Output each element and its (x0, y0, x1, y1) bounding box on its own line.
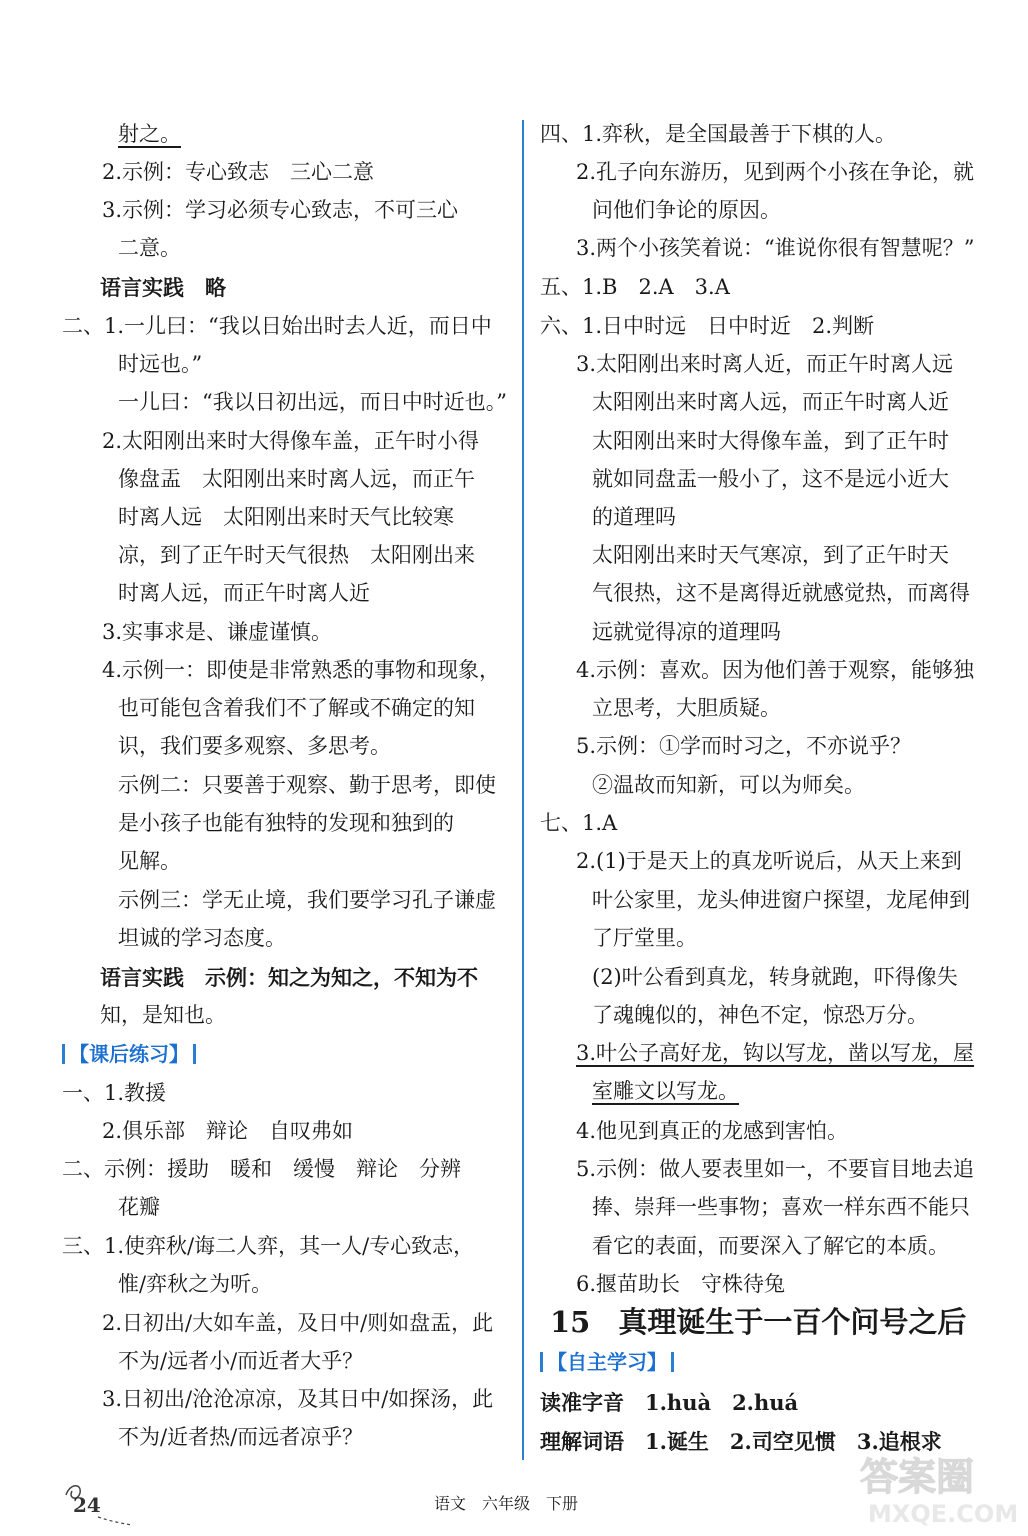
left_column-text-line: 2.日初出/大如车盖，及日中/则如盘盂，此 (102, 1311, 494, 1335)
right_column-text-line: 六、1.日中时远 日中时近 2.判断 (540, 314, 875, 338)
svg-text:MXQE.COM: MXQE.COM (868, 1500, 1019, 1528)
left_column-text-line: 花瓣 (118, 1195, 160, 1219)
book-info: 语文 六年级 下册 (434, 1494, 579, 1513)
right_bottom-text-line: 读准字音 1.huà 2.huá (540, 1390, 799, 1415)
left_column-text-line: 像盘盂 太阳刚出来时离人远，而正午 (118, 467, 475, 491)
right_column-text-line: 气很热，这不是离得近就感觉热，而离得 (592, 581, 970, 605)
column-divider (522, 120, 524, 1460)
right_column-text-line: 远就觉得凉的道理吗 (592, 620, 781, 644)
right_column-text-line: 5.示例：做人要表里如一，不要盲目地去追 (576, 1157, 975, 1181)
right_column-text-line: 七、1.A (540, 811, 618, 835)
left_column-text-line: 时离人远，而正午时离人近 (118, 581, 370, 605)
right_column-text-line: 3.叶公子高好龙，钩以写龙，凿以写龙，屋 (576, 1041, 975, 1065)
right_column-text-line: 五、1.B 2.A 3.A (540, 275, 730, 299)
page-number: 24 (73, 1493, 101, 1517)
left_column-text-line: 惟/弈秋之为听。 (118, 1272, 273, 1296)
right_column-text-line: 3.太阳刚出来时离人近，而正午时离人远 (576, 352, 954, 376)
left_column-text-line: 射之。 (118, 122, 181, 146)
left_column-text-line: 2.俱乐部 辩论 自叹弗如 (102, 1119, 354, 1143)
right_column-text-line: 太阳刚出来时离人远，而正午时离人近 (592, 390, 949, 414)
right_column-text-line: 4.他见到真正的龙感到害怕。 (576, 1119, 849, 1143)
right_column-text-line: 3.两个小孩笑着说：“谁说你很有智慧呢？” (576, 236, 975, 260)
left_column-text-line: 4.示例一：即使是非常熟悉的事物和现象， (102, 658, 501, 682)
right_column-text-line: 4.示例：喜欢。因为他们善于观察，能够独 (576, 658, 975, 682)
left_column-text-line: 时离人远 太阳刚出来时天气比较寒 (118, 505, 454, 529)
left_column-text-line: 是小孩子也能有独特的发现和独到的 (118, 811, 454, 835)
right_column-text-line: 叶公家里，龙头伸进窗户探望，龙尾伸到 (592, 888, 970, 912)
lesson-title (550, 1305, 967, 1339)
left_column-text-line: 三、1.使弈秋/诲二人弈，其一人/专心致志， (62, 1234, 475, 1258)
left_column-text-line: 二、示例：援助 暖和 缓慢 辩论 分辨 (62, 1157, 461, 1181)
left_column-text-line: 2.示例：专心致志 三心二意 (102, 160, 375, 184)
section-tag-after-class-exercise: 【课后练习】 (62, 1044, 196, 1064)
right_column-text-line: 的道理吗 (592, 505, 676, 529)
right_column-text-line: ②温故而知新，可以为师矣。 (592, 773, 865, 797)
lesson-number: 15 (550, 1305, 591, 1339)
left_column-text-line: 3.实事求是、谦虚谨慎。 (102, 620, 333, 644)
left_column-text-line: 一、1.教援 (62, 1081, 167, 1105)
right_column-text-line: 5.示例：①学而时习之，不亦说乎？ (576, 734, 912, 758)
left_column-text-line: 示例二：只要善于观察、勤于思考，即使 (118, 773, 496, 797)
lesson-name: 真理诞生于一百个问号之后 (618, 1305, 967, 1339)
left_column-text-line: 示例三：学无止境，我们要学习孔子谦虚 (118, 888, 496, 912)
section-tag-self-study: 【自主学习】 (540, 1352, 674, 1372)
right_column-text-line: 捧、崇拜一些事物；喜欢一样东西不能只 (592, 1195, 970, 1219)
left_column-text-line: 二意。 (118, 236, 181, 260)
right_column-text-line: 了厅堂里。 (592, 926, 697, 950)
right_column-text-line: 问他们争论的原因。 (592, 198, 781, 222)
right_column-text-line: 太阳刚出来时天气寒凉，到了正午时天 (592, 543, 949, 567)
left_column-text-line: 坦诚的学习态度。 (118, 926, 286, 950)
left_column-text-line: 二、1.一儿曰：“我以日始出时去人近，而日中 (62, 314, 492, 338)
left_column-text-line: 不为/远者小/而近者大乎？ (118, 1349, 364, 1373)
left_column-text-line: 2.太阳刚出来时大得像车盖，正午时小得 (102, 429, 480, 453)
right_bottom-text-line: 理解词语 1.诞生 2.司空见惯 3.追根求 (540, 1429, 942, 1454)
left_column-text-line: 不为/近者热/而远者凉乎？ (118, 1425, 364, 1449)
right_column-text-line: 6.揠苗助长 守株待兔 (576, 1272, 786, 1296)
right_column-text-line: 2.孔子向东游历，见到两个小孩在争论，就 (576, 160, 975, 184)
watermark-logo (850, 1440, 1020, 1530)
left_column-text-line: 见解。 (118, 849, 181, 873)
left_column-text-line: 语言实践 略 (100, 275, 226, 300)
left_column-text-line: 识，我们要多观察、多思考。 (118, 734, 391, 758)
left_column-text-line: 也可能包含着我们不了解或不确定的知 (118, 696, 475, 720)
left_column-text-line: 3.示例：学习必须专心致志，不可三心 (102, 198, 459, 222)
left_column-text-line: 时远也。” (118, 352, 203, 376)
right_column-text-line: 立思考，大胆质疑。 (592, 696, 781, 720)
right_column-text-line: 室雕文以写龙。 (592, 1079, 739, 1103)
svg-text:答案圈: 答案圈 (860, 1455, 975, 1499)
left_column-text-line: 3.日初出/沧沧凉凉，及其日中/如探汤，此 (102, 1387, 494, 1411)
left_column-text-line: 语言实践 示例：知之为知之，不知为不 (100, 965, 478, 990)
left_column-text-line: 凉，到了正午时天气很热 太阳刚出来 (118, 543, 475, 567)
left_column-text-line: 一儿曰：“我以日初出远，而日中时近也。” (118, 390, 507, 414)
right_column-text-line: 看它的表面，而要深入了解它的本质。 (592, 1234, 949, 1258)
right_column-text-line: 2.(1)于是天上的真龙听说后，从天上来到 (576, 849, 962, 873)
left_column-text-line: 知，是知也。 (100, 1003, 226, 1027)
right_column-text-line: 就如同盘盂一般小了，这不是远小近大 (592, 467, 949, 491)
right_column-text-line: (2)叶公看到真龙，转身就跑，吓得像失 (592, 965, 958, 989)
right_column-text-line: 了魂魄似的，神色不定，惊恐万分。 (592, 1003, 928, 1027)
right_column-text-line: 四、1.弈秋，是全国最善于下棋的人。 (540, 122, 897, 146)
right_column-text-line: 太阳刚出来时大得像车盖，到了正午时 (592, 429, 949, 453)
